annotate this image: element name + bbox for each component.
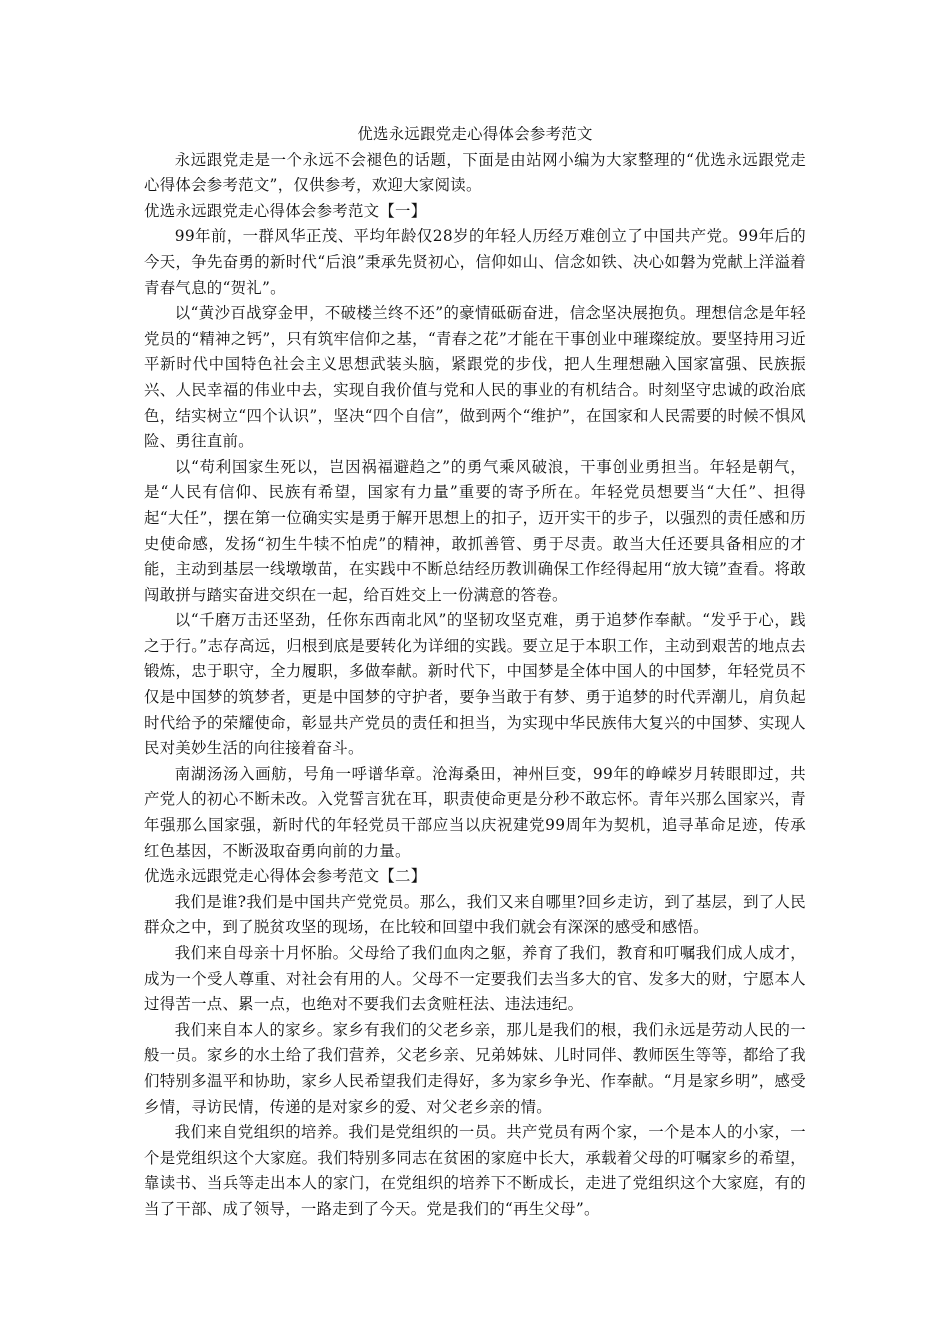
section-2-paragraph-1: 我们是谁?我们是中国共产党党员。那么，我们又来自哪里?回乡走访，到了基层，到了人民群众之中，到了脱贫攻坚的现场，在比较和回望中我们就会有深深的感受和感悟。 bbox=[144, 892, 806, 937]
section-1-paragraph-5: 南湖汤汤入画舫，号角一呼谱华章。沧海桑田，神州巨变，99年的峥嵘岁月转眼即过，共产党人的初心不断未改。入党誓言犹在耳，职责使命更是分秒不敢忘怀。青年兴那么国家兴，青年强那么国家强，新时代的年轻党员干部应当以庆祝建党99周年为契机，追寻革命足迹，传承红色基因，不断汲取奋勇向前的力量。 bbox=[144, 764, 806, 860]
section-2-paragraph-4: 我们来自党组织的培养。我们是党组织的一员。共产党员有两个家，一个是本人的小家，一个是党组织这个大家庭。我们特别多同志在贫困的家庭中长大，承载着父母的叮嘱家乡的希望，靠读书、当兵等走出本人的家门，在党组织的培养下不断成长，走进了党组织这个大家庭，有的当了干部、成了领导，一路走到了今天。党是我们的“再生父母”。 bbox=[144, 1123, 806, 1218]
section-2-paragraph-2: 我们来自母亲十月怀胎。父母给了我们血肉之躯，养育了我们，教育和叮嘱我们成人成才，成为一个受人尊重、对社会有用的人。父母不一定要我们去当多大的官、发多大的财，宁愿本人过得苦一点、累一点，也绝对不要我们去贪赃枉法、违法违纪。 bbox=[144, 944, 806, 1014]
section-1-paragraph-4: 以“千磨万击还坚劲，任你东西南北风”的坚韧攻坚克难，勇于追梦作奉献。“发乎于心，践之于行。”志存高远，归根到底是要转化为详细的实践。要立足于本职工作，主动到艰苦的地点去锻炼，忠于职守，全力履职，多做奉献。新时代下，中国梦是全体中国人的中国梦，年轻党员不仅是中国梦的筑梦者，更是中国梦的守护者，要争当敢于有梦、勇于追梦的时代弄潮儿，肩负起时代给予的荣耀使命，彰显共产党员的责任和担当，为实现中华民族伟大复兴的中国梦、实现人民对美妙生活的向往接着奋斗。 bbox=[144, 611, 806, 758]
document-page bbox=[144, 122, 806, 1223]
section-2-paragraph-3: 我们来自本人的家乡。家乡有我们的父老乡亲，那儿是我们的根，我们永远是劳动人民的一般一员。家乡的水土给了我们营养，父老乡亲、兄弟姊妹、儿时同伴、教师医生等等，都给了我们特别多温平和协助，家乡人民希望我们走得好，多为家乡争光、作奉献。“月是家乡明”，感受乡情，寻访民情，传递的是对家乡的爱、对父老乡亲的情。 bbox=[144, 1020, 806, 1116]
document-title: 优选永远跟党走心得体会参考范文 bbox=[357, 125, 593, 143]
section-1-paragraph-3: 以“苟利国家生死以，岂因祸福避趋之”的勇气乘风破浪，干事创业勇担当。年轻是朝气，是“人民有信仰、民族有希望，国家有力量”重要的寄予所在。年轻党员想要当“大任”、担得起“大任”，摆在第一位确实实是勇于解开思想上的扣子，迈开实干的步子，以强烈的责任感和历史使命感，发扬“初生牛犊不怕虎”的精神，敢抓善管、勇于尽责。敢当大任还要具备相应的才能，主动到基层一线墩墩苗，在实践中不断总结经历教训确保工作经得起用“放大镜”查看。将敢闯敢拼与踏实奋进交织在一起，给百姓交上一份满意的答卷。 bbox=[144, 457, 806, 604]
section-1-heading: 优选永远跟党走心得体会参考范文【一】 bbox=[144, 201, 427, 220]
section-1-paragraph-1: 99年前，一群风华正茂、平均年龄仅28岁的年轻人历经万难创立了中国共产党。99年后的今天，争先奋勇的新时代“后浪”秉承先贤初心，信仰如山、信念如铁、决心如磐为党献上洋溢着青春气息的“贺礼”。 bbox=[144, 227, 806, 297]
intro-paragraph: 永远跟党走是一个永远不会褪色的话题，下面是由站网小编为大家整理的“优选永远跟党走心得体会参考范文”，仅供参考，欢迎大家阅读。 bbox=[144, 150, 806, 195]
section-1-paragraph-2: 以“黄沙百战穿金甲，不破楼兰终不还”的豪情砥砺奋进，信念坚决展抱负。理想信念是年轻党员的“精神之钙”，只有筑牢信仰之基，“青春之花”才能在干事创业中璀璨绽放。要坚持用习近平新时代中国特色社会主义思想武装头脑，紧跟党的步伐，把人生理想融入国家富强、民族振兴、人民幸福的伟业中去，实现自我价值与党和人民的事业的有机结合。时刻坚守忠诚的政治底色，结实树立“四个认识”，坚决“四个自信”，做到两个“维护”，在国家和人民需要的时候不惧风险、勇往直前。 bbox=[144, 304, 806, 451]
section-2-heading: 优选永远跟党走心得体会参考范文【二】 bbox=[144, 867, 427, 886]
